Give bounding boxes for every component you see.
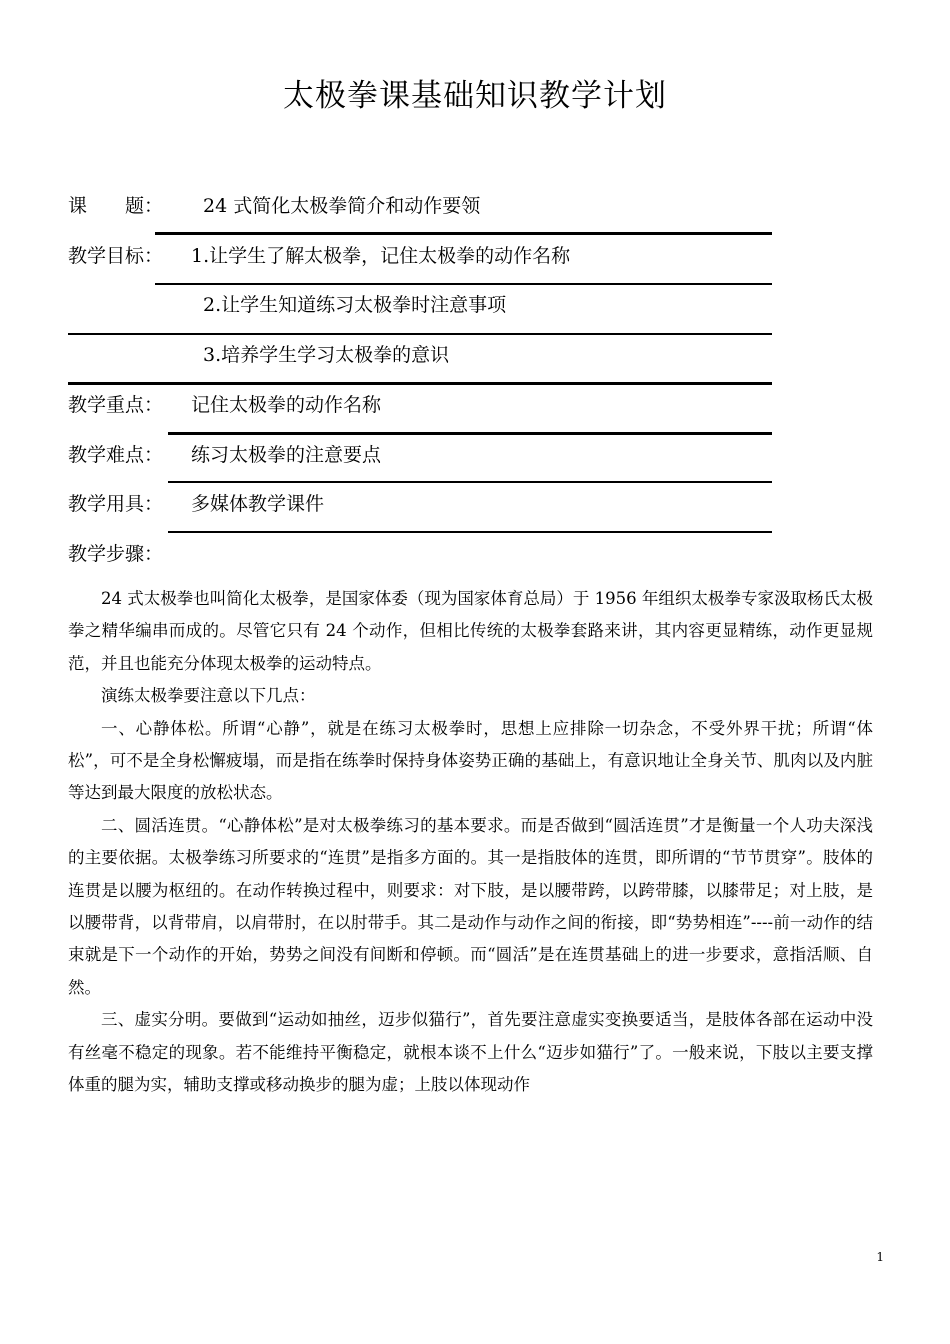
topic-label: 课 题： [68, 195, 164, 217]
objective-rule-3 [68, 382, 772, 385]
objective-item-3: 3.培养学生学习太极拳的意识 [203, 344, 450, 366]
lesson-body [68, 583, 873, 1102]
objective-rule-1 [155, 283, 772, 285]
paragraph-intro: 24 式太极拳也叫简化太极拳，是国家体委（现为国家体育总局）于 1956 年组织太极拳专家汲取杨氏太极拳之精华编串而成的。尽管它只有 24 个动作，但相比传统的太极拳套路来讲，其内容更显精练，动作更显规范，并且也能充分体现太极拳的运动特点。 [68, 589, 873, 673]
key-points-value: 记住太极拳的动作名称 [191, 394, 382, 416]
difficulties-value: 练习太极拳的注意要点 [191, 444, 382, 466]
paragraph-notes-heading: 演练太极拳要注意以下几点： [101, 686, 316, 706]
key-points-rule [168, 432, 772, 435]
key-points-label: 教学重点： [68, 394, 164, 416]
objectives-top-rule [155, 232, 772, 235]
paragraph-point-3: 三、虚实分明。要做到“运动如抽丝，迈步似猫行”，首先要注意虚实变换要适当，是肢体各部在运动中没有丝毫不稳定的现象。若不能维持平衡稳定，就根本谈不上什么“迈步如猫行”了。一般来说，下肢以主要支撑体重的腿为实，辅助支撑或移动换步的腿为虚；上肢以体现动作 [68, 1010, 873, 1095]
tools-rule [168, 531, 772, 533]
difficulties-rule [168, 481, 772, 483]
objectives-label: 教学目标： [68, 245, 164, 267]
objective-item-2: 2.让学生知道练习太极拳时注意事项 [203, 294, 507, 316]
difficulties-label: 教学难点： [68, 444, 164, 466]
steps-label: 教学步骤： [68, 543, 164, 565]
objective-rule-2 [68, 333, 772, 335]
document-title: 太极拳课基础知识教学计划 [283, 78, 667, 114]
page-number: 1 [876, 1250, 884, 1264]
paragraph-point-2: 二、圆活连贯。“心静体松”是对太极拳练习的基本要求。而是否做到“圆活连贯”才是衡量一个人功夫深浅的主要依据。太极拳练习所要求的“连贯”是指多方面的。其一是指肢体的连贯，即所谓的“节节贯穿”。肢体的连贯是以腰为枢纽的。在动作转换过程中，则要求：对下肢，是以腰带跨，以跨带膝，以膝带足；对上肢，是以腰带背，以背带肩，以肩带肘，在以肘带手。其二是动作与动作之间的衔接，即“势势相连”----前一动作的结束就是下一个动作的开始，势势之间没有间断和停顿。而“圆活”是在连贯基础上的进一步要求，意指活顺、自然。 [68, 815, 873, 997]
topic-value: 24 式简化太极拳简介和动作要领 [203, 195, 481, 217]
objective-item-1: 1.让学生了解太极拳，记住太极拳的动作名称 [191, 245, 571, 267]
tools-value: 多媒体教学课件 [191, 493, 325, 515]
tools-label: 教学用具： [68, 493, 164, 515]
paragraph-point-1: 一、心静体松。所谓“心静”，就是在练习太极拳时，思想上应排除一切杂念，不受外界干扰；所谓“体松”，可不是全身松懈疲塌，而是指在练拳时保持身体姿势正确的基础上，有意识地让全身关节、肌肉以及内脏等达到最大限度的放松状态。 [68, 718, 873, 803]
